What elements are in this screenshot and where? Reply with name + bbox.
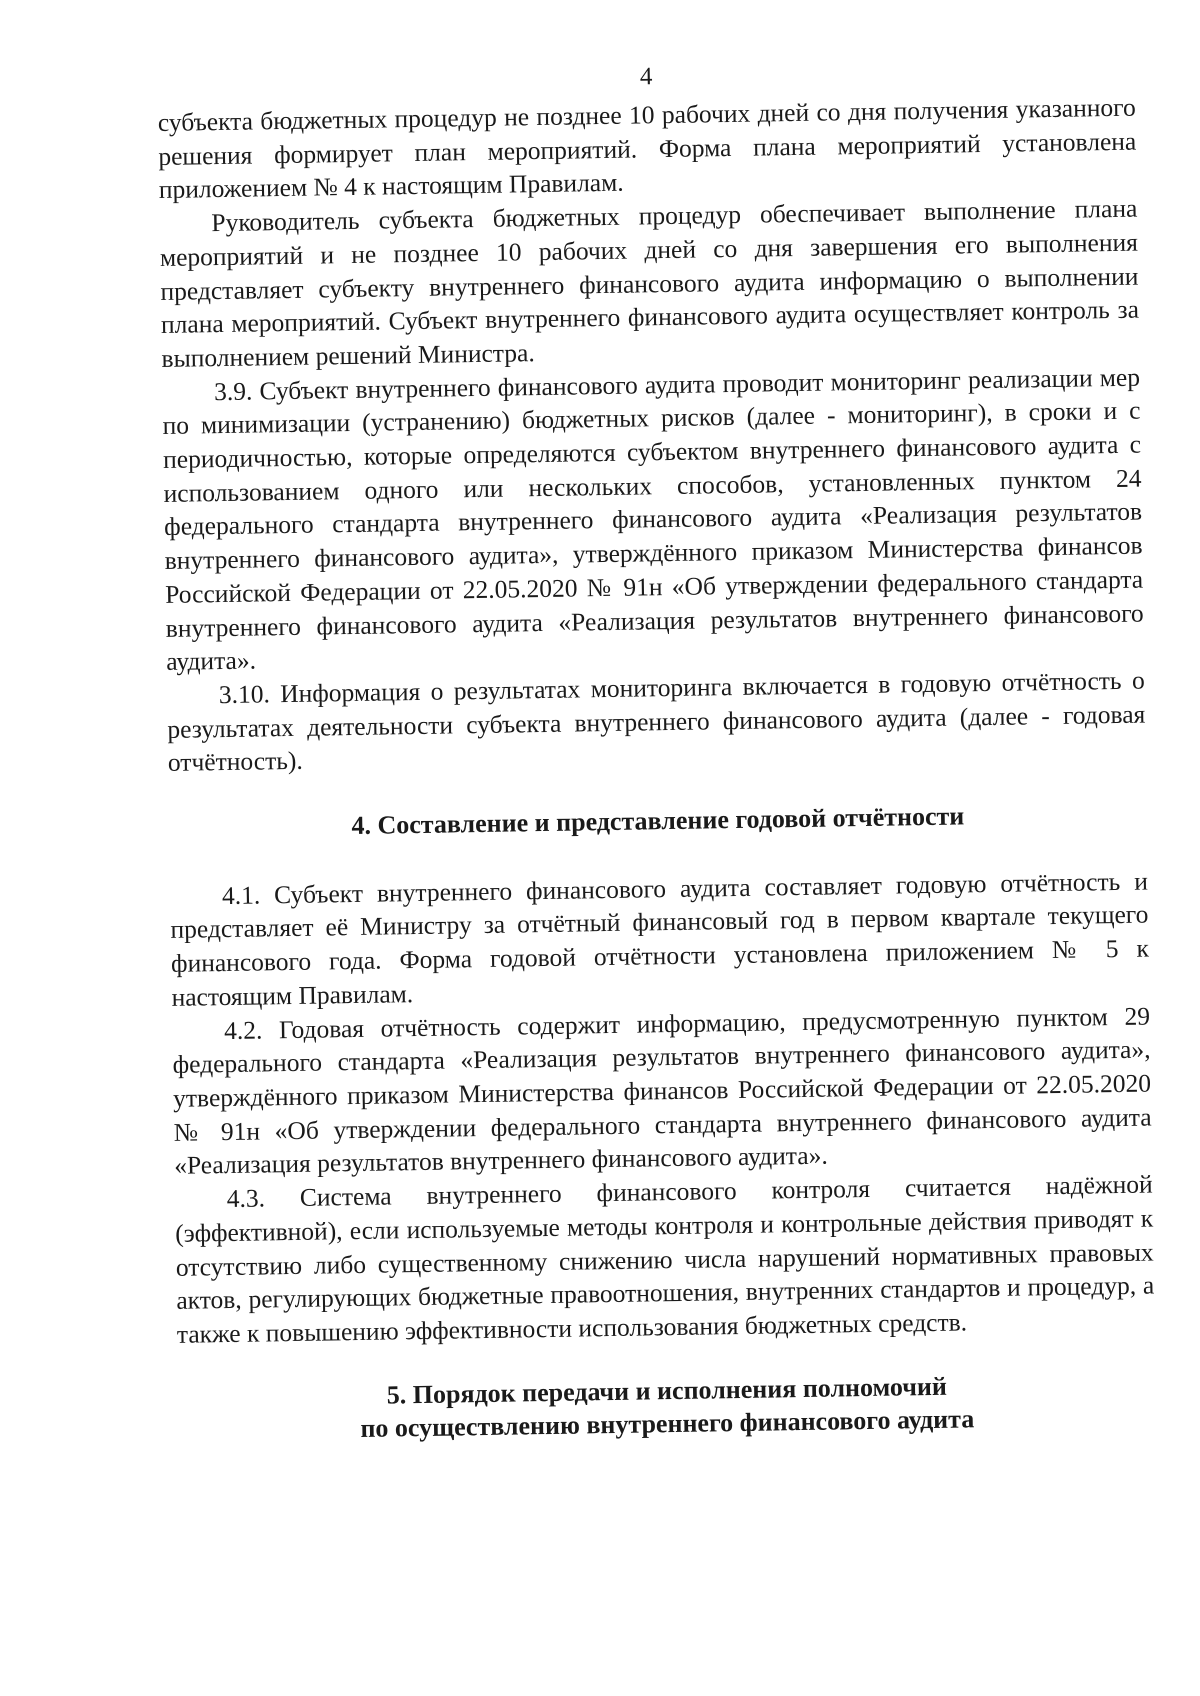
- paragraph-head-duties: Руководитель субъекта бюджетных процедур обеспечивает выполнение плана мероприятий и не позднее 10 рабочих дней со дня завершения его выполнения представляет субъекту внутреннего финансового аудита информацию о выполнении плана мероприятий. Субъект внутреннего финансового аудита осуществляет контроль за выполнением решений Министра.: [159, 193, 1140, 373]
- paragraph-continuation: субъекта бюджетных процедур не позднее 10 рабочих дней со дня получения указанного решения формирует план мероприятий. Форма плана мероприятий установлена приложением № 4 к настоящим Правилам.: [157, 92, 1137, 205]
- paragraph-4-1: 4.1. Субъект внутреннего финансового аудита составляет годовую отчётность и представляет её Министру за отчётный финансовый год в первом квартале текущего финансового года. Форма годовой отчётности установлена приложением № 5 к настоящим Правилам.: [170, 866, 1150, 1012]
- paragraph-3-10: 3.10. Информация о результатах мониторинга включается в годовую отчётность о результатах деятельности субъекта внутреннего финансового аудита (далее - годовая отчётность).: [167, 665, 1146, 778]
- paragraph-3-9: 3.9. Субъект внутреннего финансового аудита проводит мониторинг реализации мер по минимизации (устранению) бюджетных рисков (далее - мониторинг), в сроки и с периодичностью, которые определяются субъектом внутреннего финансового аудита с использованием одного или нескольких способов, установленных пунктом 24 федерального стандарта внутреннего финансового аудита «Реализация результатов внутреннего финансового аудита», утверждённого приказом Министерства финансов Российской Федерации от 22.05.2020 № 91н «Об утверждении федерального стандарта внутреннего финансового аудита «Реализация результатов внутреннего финансового аудита».: [162, 362, 1144, 677]
- document-body: [157, 55, 1157, 1449]
- paragraph-4-3: 4.3. Система внутреннего финансового контроля считается надёжной (эффективной), если используемые методы контроля и контрольные действия приводят к отсутствию либо существенному снижению числа нарушений нормативных правовых актов, регулирующих бюджетные правоотношения, внутренних стандартов и процедур, а также к повышению эффективности использования бюджетных средств.: [175, 1169, 1155, 1349]
- section-5-heading-line-2: по осуществлению внутреннего финансового аудита: [360, 1404, 975, 1444]
- section-5-heading-line-1: 5. Порядок передачи и исполнения полномочий: [386, 1371, 948, 1410]
- paragraph-4-2: 4.2. Годовая отчётность содержит информацию, предусмотренную пунктом 29 федерального стандарта «Реализация результатов внутреннего финансового аудита», утверждённого приказом Министерства финансов Российской Федерации от 22.05.2020 № 91н «Об утверждении федерального стандарта внутреннего финансового аудита «Реализация результатов внутреннего финансового аудита».: [172, 1001, 1152, 1181]
- section-4-heading: 4. Составление и представление годовой отчётности: [351, 801, 965, 841]
- page-number: 4: [639, 63, 653, 91]
